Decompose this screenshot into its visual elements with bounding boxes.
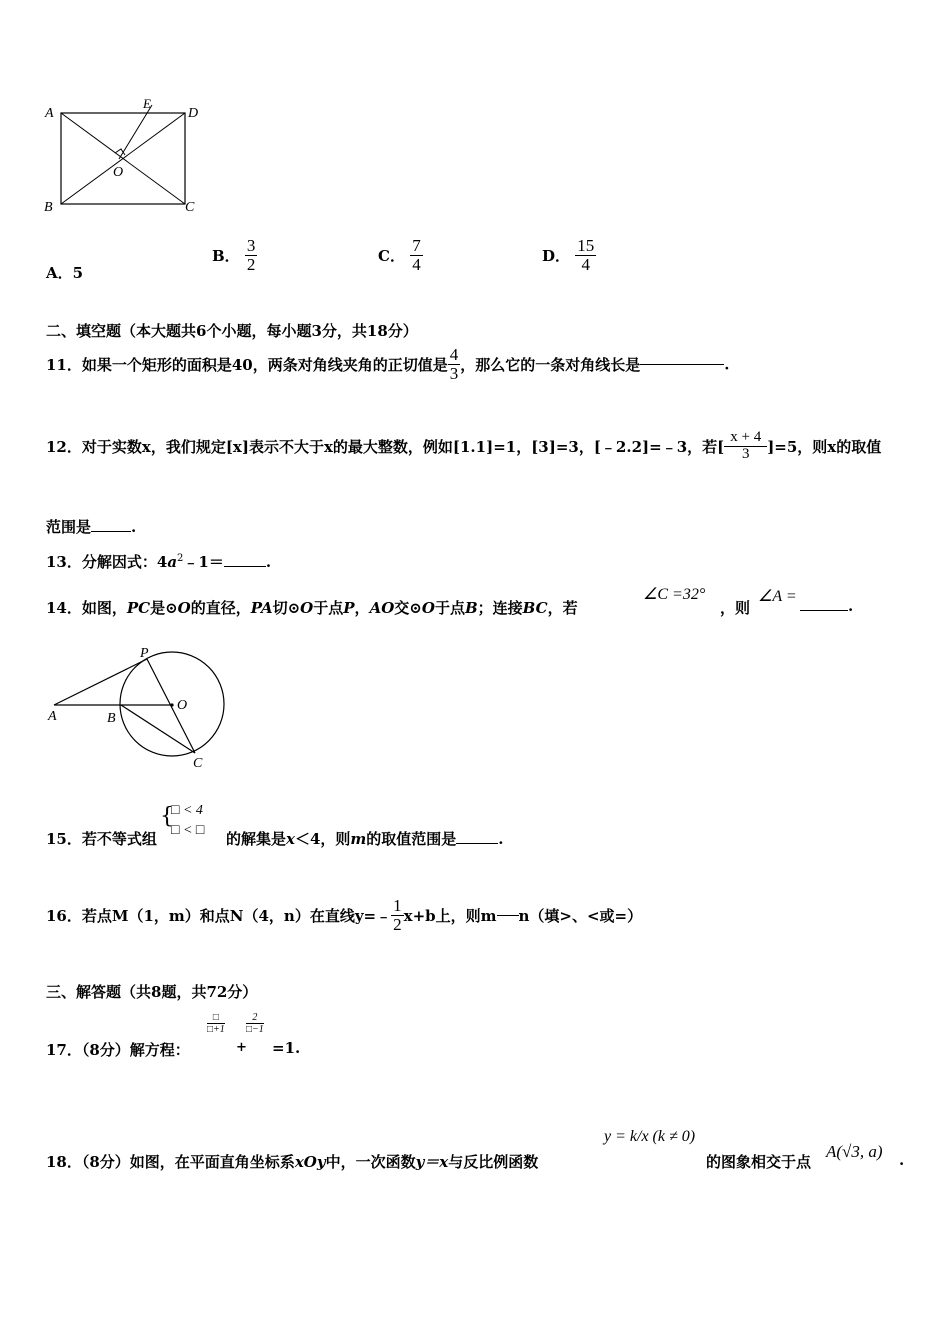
question-12: 12．对于实数x，我们规定[x]表示不大于x的最大整数，例如[1.1]=1，[3]=3，[﹣2.2]=﹣3，若[ $\frac{x + 4}{3}$ ]=5，则x的取值 <box>46 429 882 462</box>
fraction-2: 2 □−1 <box>246 1012 264 1035</box>
angle-c-expression: ∠C =32° <box>643 586 706 603</box>
label-B2: B <box>107 711 116 726</box>
label-P: P <box>140 646 149 661</box>
label-B: B <box>44 200 53 215</box>
question-18: 18．（8分）如图，在平面直角坐标系xOy中，一次函数y＝x与反比例函数 <box>46 1153 539 1171</box>
brace-icon: { <box>160 804 174 829</box>
section-3-title: 三、解答题（共8题，共72分） <box>46 983 258 1001</box>
fraction-1: □ □+1 <box>207 1012 225 1035</box>
question-14-blank: . <box>800 597 853 615</box>
question-14: 14．如图，PC是⊙O的直径，PA切⊙O于点P，AO交⊙O于点B；连接BC，若 <box>46 599 578 617</box>
question-14-then: ，则 <box>720 599 751 617</box>
point-a-expression: A(√3, a) <box>826 1142 883 1161</box>
label-E: E <box>143 96 151 111</box>
label-C: C <box>185 200 195 215</box>
label-A2: A <box>48 709 57 724</box>
question-15: 的解集是x＜4，则m的取值范围是 . <box>226 830 504 848</box>
question-18-tail: 的图象相交于点 <box>706 1153 812 1171</box>
option-d: D． $\frac{15}{4}$ <box>542 236 595 274</box>
label-O: O <box>113 165 124 180</box>
system-line-2: □ < □ <box>171 823 205 838</box>
question-16: 16．若点M（1，m）和点N（4，n）在直线y=﹣ $\frac{1}{2}$ x+b上，则m n（填>、<或=） <box>46 896 643 934</box>
question-17-post: =1. <box>272 1039 301 1057</box>
question-18-end: . <box>899 1151 905 1169</box>
angle-a-expression: ∠A = <box>758 588 797 605</box>
label-O2: O <box>177 698 188 713</box>
question-13: 13．分解因式：$4a^2﹣1=$ . <box>46 553 272 571</box>
label-C2: C <box>193 756 203 771</box>
system-line-1: □ < 4 <box>171 803 203 818</box>
rectangle-figure <box>40 95 210 220</box>
option-a: A．5 <box>46 264 84 282</box>
circle-tangent-figure <box>40 640 240 775</box>
label-A: A <box>45 106 54 121</box>
option-c: C． $\frac{7}{4}$ <box>378 236 421 274</box>
plus-sign: + <box>236 1040 247 1055</box>
question-11: 11．如果一个矩形的面积是40，两条对角线夹角的正切值是 $\frac{4}{3}$ ，那么它的一条对角线长是 . <box>46 345 730 383</box>
label-D: D <box>188 106 199 121</box>
question-17-pre: 17．（8分）解方程： <box>46 1041 190 1059</box>
question-15-pre: 15．若不等式组 <box>46 830 157 848</box>
option-b: B． $\frac{3}{2}$ <box>212 236 256 274</box>
inverse-function-expression: y = k/x (k ≠ 0) <box>604 1128 696 1145</box>
section-2-title: 二、填空题（本大题共6个小题，每小题3分，共18分） <box>46 322 418 340</box>
question-12-line2: 范围是 . <box>46 518 137 536</box>
